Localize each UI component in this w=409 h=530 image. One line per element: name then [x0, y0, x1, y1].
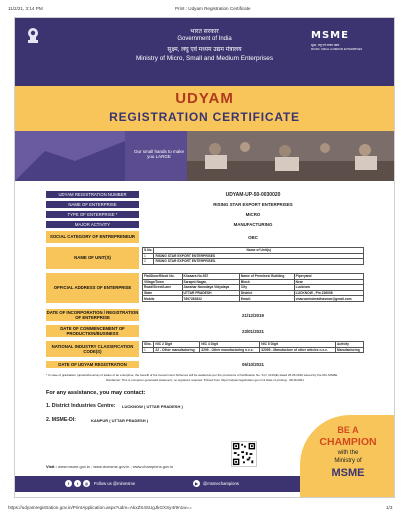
table-cell: UTTAR PRADESH: [182, 290, 239, 296]
table-cell: 22 - Other manufacturing: [154, 347, 200, 353]
twitter-icon[interactable]: t: [74, 480, 81, 487]
units-table: [142, 247, 364, 265]
enterprise-name-row: [46, 201, 364, 208]
page-number: 1/3: [386, 505, 393, 510]
table-header: SNo.: [143, 342, 154, 348]
champion-ministry-of: Ministry of: [334, 458, 362, 464]
activity-label: MAJOR ACTIVITY: [46, 221, 139, 228]
table-cell: Lucknow: [294, 285, 363, 291]
type-value: MICRO: [142, 211, 364, 218]
print-header: [0, 0, 409, 16]
instagram-icon[interactable]: ◎: [84, 481, 89, 486]
units-label: NAME OF UNIT(S): [46, 247, 139, 269]
table-cell: Manufacturing: [336, 347, 364, 353]
social-category-row: [46, 231, 364, 243]
activity-row: [46, 221, 364, 228]
address-label: OFFICIAL ADDRESS OF ENTERPRISE: [46, 273, 139, 303]
social-category-label: SOCIAL CATEGORY OF ENTREPRENEUR: [46, 231, 139, 243]
social-category-value: OBC: [142, 231, 364, 243]
certificate-page: [14, 17, 395, 498]
address-table: [142, 273, 364, 302]
champion-msme: MSME: [331, 467, 365, 479]
disclaimer: Disclaimer: This is computer generated statement, no signature required. Printed from https://udyamregistration.gov.in & Date of printing:- 02/11/2021: [106, 378, 304, 383]
incorporation-row: [46, 309, 364, 321]
ministry-english: Ministry of Micro, Small and Medium Enterprises: [135, 55, 274, 62]
table-cell: chauvanindrradhasmar@gmail.com: [294, 296, 363, 302]
udyam-title: UDYAM: [175, 90, 234, 107]
footnote-graduation: * In case of graduation (upward/reverse) of status of an enterprise, the benefit of the Government Schemes will be availed as per the provisions of Notification No. S.O. 2119(E) dated 26.06.2020 issued by the M/o MSME.: [46, 373, 338, 377]
table-cell: Khasara No.937: [182, 274, 239, 280]
udyam-date-value: 06/10/2021: [142, 361, 364, 368]
print-datetime: 11/2/21, 3:14 PM: [8, 6, 43, 11]
table-header: NIC 2 Digit: [154, 342, 200, 348]
print-url: https://udyamregistration.gov.in/PrintApplication.aspx?udm=AkxZS4SUgJkGXSy4r9n1w==: [8, 505, 192, 510]
table-cell: 1: [143, 253, 154, 259]
incorporation-label: DATE OF INCORPORATION / REGISTRATION OF ENTERPRISE: [46, 309, 139, 320]
dic-label: 1. District Industries Centre:: [46, 403, 116, 409]
champion-promo: [300, 415, 395, 498]
reg-number-value: UDYAM-UP-50-0030020: [142, 191, 364, 198]
table-row: [143, 347, 364, 353]
commencement-value: 23/01/2021: [142, 325, 364, 337]
table-cell: City: [239, 285, 294, 291]
nic-label: NATIONAL INDUSTRY CLASSIFICATION CODE(S): [46, 341, 139, 357]
visit-label: Visit :: [46, 464, 57, 469]
table-cell: Piperyand: [294, 274, 363, 280]
table-cell: Sarapni Nagar,: [182, 279, 239, 285]
type-row: [46, 211, 364, 218]
government-english: Government of India: [177, 36, 232, 42]
assistance-heading: For any assistance, you may contact:: [46, 390, 146, 396]
incorporation-value: 21/12/2019: [142, 309, 364, 321]
table-row: [143, 296, 364, 302]
certificate-title-band: [15, 86, 394, 134]
workers-photo-image: [15, 131, 394, 181]
msme-logo: [311, 30, 365, 60]
dic-value: LUCKNOW ( UTTAR PRADESH ): [122, 404, 183, 409]
enterprise-name-value: RISING STAR EXPORT ENTERPRISES: [142, 201, 364, 208]
tagline: Our small hands to make you LARGE: [133, 149, 185, 159]
commencement-label: DATE OF COMMENCEMENT OF PRODUCTION/BUSINESS: [46, 325, 139, 337]
table-cell: Village/Town: [143, 279, 183, 285]
follow-handle: Follow us @minmsme: [94, 481, 136, 486]
commencement-row: [46, 325, 364, 337]
table-cell: 32099 - Manufacture of other articles n.e.c.: [260, 347, 336, 353]
table-cell: Name of Premises/ Building: [239, 274, 294, 280]
table-cell: Near: [294, 279, 363, 285]
champions-handle: @msmechampions: [203, 481, 239, 486]
table-header: S.No.: [144, 248, 153, 253]
government-banner: [15, 18, 394, 86]
msme-logo-hindi: सूक्ष्म, लघु एवं मध्यम उद्यम: [311, 43, 340, 47]
table-cell: RISING STAR EXPORT ENTERPRISES.: [154, 259, 364, 265]
type-label: TYPE OF ENTERPRISE *: [46, 211, 139, 218]
website-links[interactable]: www.msme.gov.in ; www.dcmsme.gov.in ; www.champions.gov.in: [57, 464, 174, 469]
table-cell: 7897282832: [182, 296, 239, 302]
nic-table: [142, 341, 364, 353]
reg-number-label: UDYAM REGISTRATION NUMBER: [46, 191, 139, 198]
social-bar: [15, 476, 300, 492]
msme-logo-english: MICRO, SMALL & MEDIUM ENTERPRISES: [311, 48, 363, 51]
footnote: [46, 373, 364, 382]
table-cell: 3299 - Other manufacturing n.e.c.: [200, 347, 260, 353]
msme-logo-text: MSME: [311, 30, 349, 41]
activity-value: MANUFACTURING: [142, 221, 364, 228]
table-cell: Block: [239, 279, 294, 285]
table-cell: Road/Street/Lane: [143, 285, 183, 291]
registration-certificate-title: REGISTRATION CERTIFICATE: [109, 110, 300, 124]
champion-text: CHAMPION: [319, 436, 377, 448]
table-header: Activity: [336, 342, 364, 348]
visit-links: [46, 464, 296, 469]
enterprise-name-label: NAME OF ENTERPRISE: [46, 201, 139, 208]
reg-number-row: [46, 191, 364, 198]
table-header: NIC 4 Digit: [200, 342, 260, 348]
champion-be-a: BE A: [337, 425, 359, 435]
msme-di-value: KANPUR ( UTTAR PRADESH ): [91, 418, 149, 423]
table-row: [143, 259, 364, 265]
table-cell: Jawahar Navodaya Vidyalaya: [182, 285, 239, 291]
print-title: Print : Udyam Registration Certificate: [175, 6, 251, 11]
table-cell: 1: [143, 347, 154, 353]
table-cell: Email:: [239, 296, 294, 302]
photo-band: [15, 131, 394, 181]
udyam-date-row: [46, 361, 364, 368]
table-header: Name of Unit(s): [154, 248, 364, 254]
udyam-date-label: DATE OF UDYAM REGISTRATION: [46, 361, 139, 368]
table-cell: Mobile: [143, 296, 183, 302]
facebook-icon[interactable]: f: [65, 480, 72, 487]
table-cell: 2: [143, 259, 154, 265]
table-cell: RISING STAR EXPORT ENTERPRISES: [154, 253, 364, 259]
table-cell: State: [143, 290, 183, 296]
youtube-icon[interactable]: ▶: [194, 481, 199, 486]
table-header: NIC 5 Digit: [260, 342, 336, 348]
table-cell: LUCKNOW , Pin 226008: [294, 290, 363, 296]
table-cell: District: [239, 290, 294, 296]
ministry-hindi: सूक्ष्म, लघु एवं मध्यम उद्यम मंत्रालय: [167, 47, 242, 53]
msme-di-label: 2. MSME-DI:: [46, 417, 76, 423]
government-hindi: भारत सरकार: [190, 29, 219, 35]
champion-with-the: with the: [337, 450, 359, 456]
table-cell: Flat/Door/Block No.: [143, 274, 183, 280]
